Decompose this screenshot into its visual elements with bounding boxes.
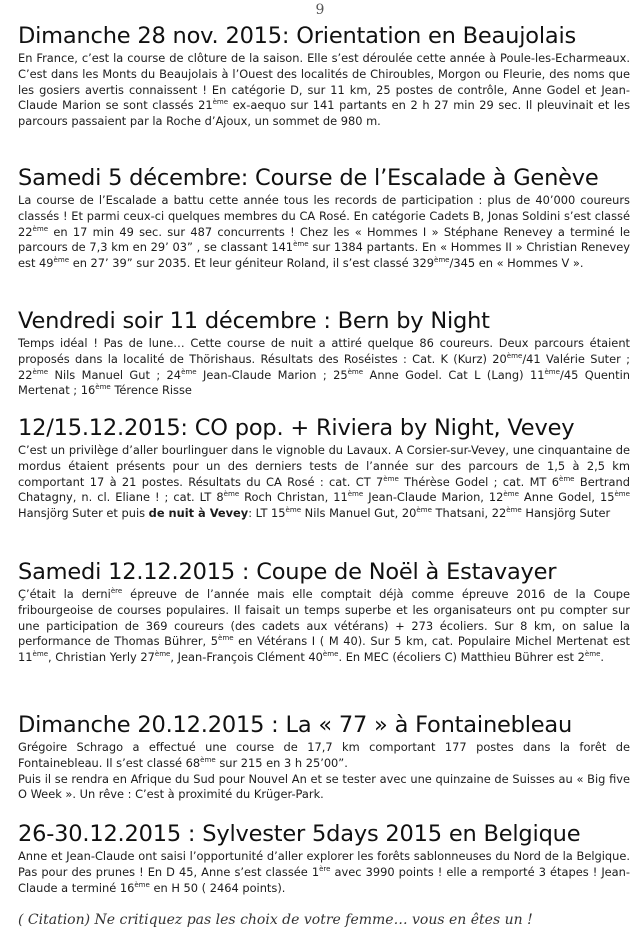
section-bern-by-night bbox=[18, 307, 630, 399]
section-text-tail: : LT 15ème Nils Manuel Gut, 20ème Thatsani, 22ème Hansjörg Suter bbox=[248, 505, 611, 521]
section-text: Ç’était la derni$^{ère}$ épreuve de l’année mais elle comptait déjà comme épreuve 2016 de la Coupe fribourgeoise de courses populaires. Il faisait un temps superbe et les organisateurs ont pu compter sur une participation de 369 coureurs (des cadets aux vétérans) + 273 écoliers. Sur 8 km, on salue la performance de Thomas Bührer, 5ème en Vétérans I ( M 40). Sur 5 km, cat. Populaire Michel Mertenat est 11ème, Christian Yerly 27ème, Jean-François Clément 40ème. En MEC (écoliers C) Matthieu Bührer est 2ème. bbox=[18, 586, 631, 665]
section-beaujolais bbox=[18, 22, 630, 130]
section-title: Samedi 12.12.2015 : Coupe de Noël à Estavayer bbox=[18, 559, 557, 585]
section-text-main: C’est un privilège d’aller bourlinguer dans le vignoble du Lavaux. A Corsier-sur-Vevey, une cinquantaine de mordus étaient présents pour un des derniers tests de l’année sur des parcours de 1,5 à 2,5 km comportant 17 à 21 postes. Résultats du CA Rosé : cat. CT 7ème Thérèse Godel ; cat. MT 6ème Bertrand Chatagny, n. cl. Eliane ! ; cat. LT 8ème Roch Christan, 11ème Jean-Claude Marion, 12ème Anne Godel, 15ème Hansjörg Suter et puis bbox=[18, 443, 631, 521]
citation-quote: ( Citation) Ne critiquez pas les choix de votre femme… vous en êtes un ! bbox=[18, 912, 533, 928]
section-title: Vendredi soir 11 décembre : Bern by Night bbox=[18, 308, 490, 334]
section-riviera-by-night bbox=[18, 414, 630, 522]
section-text: Temps idéal ! Pas de lune… Cette course de nuit a attiré quelque 86 coureurs. Deux parcours étaient proposés dans la localité de Thörishaus. Résultats des Roséistes : Cat. K (Kurz) 20ème/41 Valérie Suter ; 22ème Nils Manuel Gut ; 24ème Jean-Claude Marion ; 25ème Anne Godel. Cat L (Lang) 11ème/45 Quentin Mertenat ; 16ème Térence Risse bbox=[18, 336, 631, 398]
section-escalade bbox=[18, 164, 630, 272]
section-text: Anne et Jean-Claude ont saisi l’opportunité d’aller explorer les forêts sablonneuses du Nord de la Belgique. Pas pour des prunes ! En D 45, Anne s’est classée 1ère avec 3990 points ! elle a remporté 3 étapes ! Jean-Claude a terminé 16ème en H 50 ( 2464 points). bbox=[18, 849, 630, 895]
section-fontainebleau bbox=[18, 711, 630, 803]
page-number: 9 bbox=[315, 2, 325, 18]
section-title: 12/15.12.2015: CO pop. + Riviera by Night, Vevey bbox=[18, 415, 575, 441]
section-text bbox=[18, 443, 630, 522]
section-text: La course de l’Escalade a battu cette année tous les records de participation : plus de 40’000 coureurs classés ! Et parmi ceux-ci quelques membres du CA Rosé. En catégorie Cadets B, Jonas Soldini s’est classé 22ème en 17 min 49 sec. sur 487 concurrents ! Chez les « Hommes I » Stéphane Renevey a terminé le parcours de 7,3 km en 29’ 03” , se classant 141ème sur 1384 partants. En « Hommes II » Christian Renevey est 49ème en 27’ 39” sur 2035. Et leur géniteur Roland, il s’est classé 329ème/345 en « Hommes V ». bbox=[18, 193, 630, 271]
section-title: Samedi 5 décembre: Course de l’Escalade à Genève bbox=[18, 165, 599, 191]
section-sylvester bbox=[18, 820, 630, 896]
section-title: Dimanche 28 nov. 2015: Orientation en Beaujolais bbox=[18, 23, 577, 49]
section-estavayer bbox=[18, 558, 630, 666]
section-text: Grégoire Schrago a effectué une course de 17,7 km comportant 177 postes dans la forêt de Fontainebleau. Il s’est classé 68ème sur 215 en 3 h 25’00”. bbox=[18, 740, 630, 770]
section-text-bold: de nuit à Vevey bbox=[148, 506, 249, 521]
section-title: 26-30.12.2015 : Sylvester 5days 2015 en Belgique bbox=[18, 821, 581, 847]
section-title: Dimanche 20.12.2015 : La « 77 » à Fontainebleau bbox=[18, 712, 573, 738]
section-text: En France, c’est la course de clôture de la saison. Elle s’est déroulée cette année à Poule-les-Echarmeaux. C’est dans les Monts du Beaujolais à l’Ouest des localités de Chiroubles, Morgon ou Fleurie, des noms que les gosiers avertis connaissent ! En catégorie D, sur 11 km, 25 postes de contrôle, Anne Godel et Jean-Claude Marion se sont classés 21ème ex-aequo sur 141 partants en 2 h 27 min 29 sec. Il pleuvinait et les parcours passaient par la Roche d’Ajoux, un sommet de 980 m. bbox=[18, 51, 631, 129]
section-text: Puis il se rendra en Afrique du Sud pour Nouvel An et se tester avec une quinzaine de Suisses au « Big five O Week ». Un rêve : C’est à proximité du Krüger-Park. bbox=[18, 771, 630, 802]
